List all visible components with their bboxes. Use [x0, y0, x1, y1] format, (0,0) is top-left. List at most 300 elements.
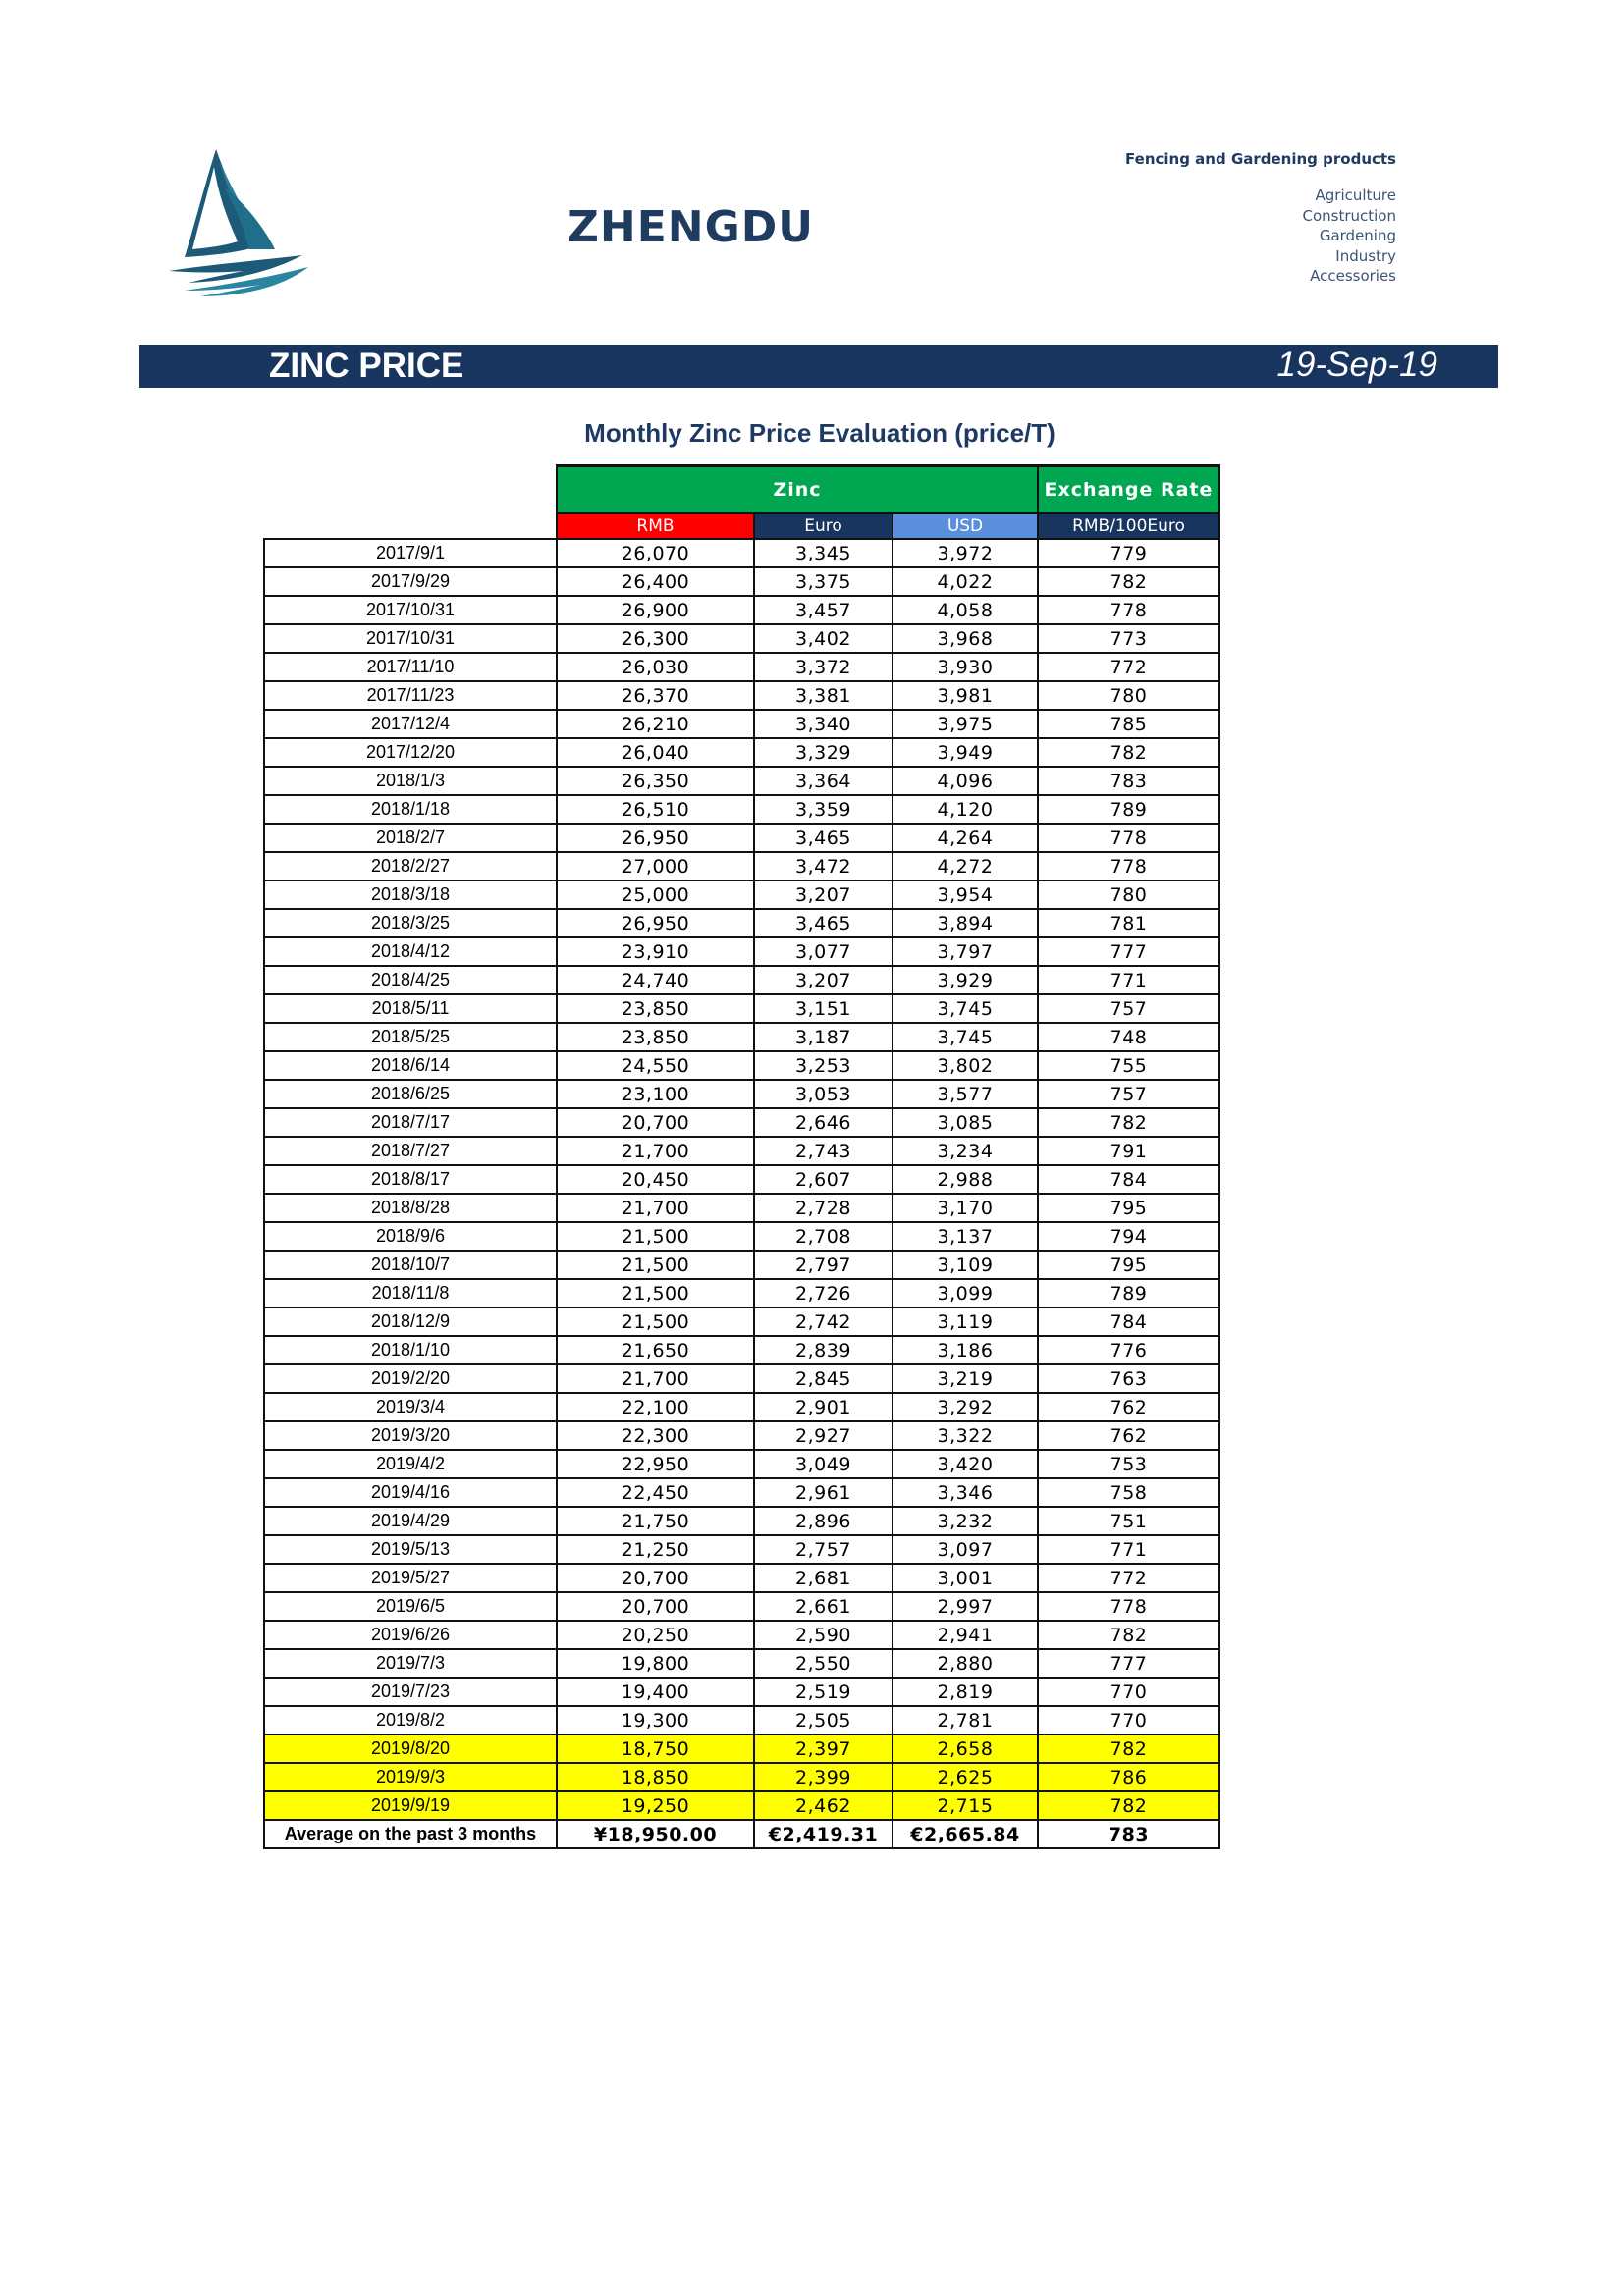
date-cell: 2019/4/16 — [264, 1478, 557, 1507]
usd-cell: 3,930 — [893, 653, 1038, 681]
usd-cell: 3,322 — [893, 1421, 1038, 1450]
euro-cell: 2,646 — [754, 1108, 893, 1137]
euro-cell: 2,661 — [754, 1592, 893, 1621]
rate-cell: 777 — [1038, 1649, 1219, 1678]
rmb-cell: 26,030 — [557, 653, 754, 681]
table-row — [264, 1393, 1219, 1421]
table-row — [264, 1137, 1219, 1165]
euro-cell: 2,681 — [754, 1564, 893, 1592]
euro-cell: 2,896 — [754, 1507, 893, 1535]
usd-cell: 4,022 — [893, 567, 1038, 596]
usd-cell: 3,975 — [893, 710, 1038, 738]
table-row — [264, 1251, 1219, 1279]
table-row — [264, 824, 1219, 852]
usd-cell: 3,109 — [893, 1251, 1038, 1279]
rmb-cell: 18,750 — [557, 1735, 754, 1763]
euro-cell: 2,743 — [754, 1137, 893, 1165]
date-cell: 2019/4/29 — [264, 1507, 557, 1535]
rate-cell: 755 — [1038, 1051, 1219, 1080]
rmb-cell: 21,700 — [557, 1364, 754, 1393]
date-cell: 2018/5/11 — [264, 994, 557, 1023]
rmb-cell: 21,700 — [557, 1194, 754, 1222]
rate-cell: 751 — [1038, 1507, 1219, 1535]
date-cell: 2019/9/3 — [264, 1763, 557, 1791]
euro-cell: 2,607 — [754, 1165, 893, 1194]
group-header-row — [264, 466, 1219, 514]
rmb-cell: 21,500 — [557, 1251, 754, 1279]
rate-cell: 772 — [1038, 1564, 1219, 1592]
table-row — [264, 567, 1219, 596]
euro-cell: 3,207 — [754, 881, 893, 909]
usd-cell: 3,170 — [893, 1194, 1038, 1222]
date-cell: 2019/4/2 — [264, 1450, 557, 1478]
table-row — [264, 909, 1219, 937]
rate-cell: 762 — [1038, 1393, 1219, 1421]
date-cell: 2018/3/25 — [264, 909, 557, 937]
table-row — [264, 1763, 1219, 1791]
rmb-cell: 26,040 — [557, 738, 754, 767]
average-rate: 783 — [1038, 1820, 1219, 1848]
euro-cell: 3,375 — [754, 567, 893, 596]
table-row — [264, 624, 1219, 653]
usd-cell: 2,988 — [893, 1165, 1038, 1194]
unit-header-row — [264, 513, 1219, 539]
rate-cell: 789 — [1038, 795, 1219, 824]
euro-cell: 2,590 — [754, 1621, 893, 1649]
usd-cell: 3,949 — [893, 738, 1038, 767]
usd-cell: 3,929 — [893, 966, 1038, 994]
euro-cell: 2,845 — [754, 1364, 893, 1393]
rmb-cell: 26,210 — [557, 710, 754, 738]
table-row — [264, 681, 1219, 710]
banner-title: ZINC PRICE — [269, 347, 464, 385]
rmb-cell: 19,300 — [557, 1706, 754, 1735]
date-cell: 2018/8/28 — [264, 1194, 557, 1222]
euro-cell: 3,372 — [754, 653, 893, 681]
rmb-cell: 26,900 — [557, 596, 754, 624]
euro-cell: 3,364 — [754, 767, 893, 795]
rate-cell: 782 — [1038, 567, 1219, 596]
date-cell: 2019/8/20 — [264, 1735, 557, 1763]
rmb-cell: 21,250 — [557, 1535, 754, 1564]
table-row — [264, 1051, 1219, 1080]
euro-cell: 3,457 — [754, 596, 893, 624]
usd-cell: 3,577 — [893, 1080, 1038, 1108]
rmb-cell: 22,450 — [557, 1478, 754, 1507]
table-row — [264, 1706, 1219, 1735]
euro-cell: 3,253 — [754, 1051, 893, 1080]
usd-column-header: USD — [893, 513, 1038, 539]
date-cell: 2018/7/27 — [264, 1137, 557, 1165]
title-banner — [139, 345, 1498, 388]
usd-cell: 3,186 — [893, 1336, 1038, 1364]
euro-cell: 2,399 — [754, 1763, 893, 1791]
date-cell: 2018/2/7 — [264, 824, 557, 852]
table-row — [264, 1165, 1219, 1194]
date-cell: 2017/10/31 — [264, 596, 557, 624]
rmb-cell: 26,350 — [557, 767, 754, 795]
rate-cell: 770 — [1038, 1678, 1219, 1706]
usd-cell: 2,997 — [893, 1592, 1038, 1621]
rate-cell: 784 — [1038, 1308, 1219, 1336]
table-row — [264, 852, 1219, 881]
usd-cell: 2,781 — [893, 1706, 1038, 1735]
table-row — [264, 1421, 1219, 1450]
rmb-cell: 23,100 — [557, 1080, 754, 1108]
table-row — [264, 1592, 1219, 1621]
date-cell: 2018/3/18 — [264, 881, 557, 909]
date-cell: 2018/4/25 — [264, 966, 557, 994]
table-row — [264, 795, 1219, 824]
rate-cell: 778 — [1038, 596, 1219, 624]
usd-cell: 3,802 — [893, 1051, 1038, 1080]
average-label: Average on the past 3 months — [264, 1820, 557, 1848]
usd-cell: 3,968 — [893, 624, 1038, 653]
date-cell: 2018/1/18 — [264, 795, 557, 824]
euro-cell: 3,187 — [754, 1023, 893, 1051]
euro-cell: 2,505 — [754, 1706, 893, 1735]
date-cell: 2017/11/23 — [264, 681, 557, 710]
rate-cell: 778 — [1038, 1592, 1219, 1621]
zinc-group-header: Zinc — [557, 466, 1038, 514]
date-cell: 2017/9/1 — [264, 539, 557, 567]
date-cell: 2018/7/17 — [264, 1108, 557, 1137]
rmb-cell: 26,950 — [557, 909, 754, 937]
table-row — [264, 767, 1219, 795]
rate-cell: 757 — [1038, 1080, 1219, 1108]
rmb-cell: 22,950 — [557, 1450, 754, 1478]
euro-cell: 3,151 — [754, 994, 893, 1023]
rmb-cell: 21,500 — [557, 1279, 754, 1308]
date-cell: 2019/9/19 — [264, 1791, 557, 1820]
rate-cell: 753 — [1038, 1450, 1219, 1478]
rmb-cell: 21,500 — [557, 1222, 754, 1251]
euro-cell: 3,077 — [754, 937, 893, 966]
rate-cell: 757 — [1038, 994, 1219, 1023]
brand-name: ZHENGDU — [568, 202, 814, 252]
rate-cell: 748 — [1038, 1023, 1219, 1051]
date-cell: 2019/3/4 — [264, 1393, 557, 1421]
euro-cell: 3,053 — [754, 1080, 893, 1108]
date-cell: 2019/8/2 — [264, 1706, 557, 1735]
usd-cell: 2,715 — [893, 1791, 1038, 1820]
rmb-cell: 22,100 — [557, 1393, 754, 1421]
table-row — [264, 1194, 1219, 1222]
average-row — [264, 1820, 1219, 1848]
usd-cell: 2,819 — [893, 1678, 1038, 1706]
euro-cell: 2,728 — [754, 1194, 893, 1222]
date-cell: 2018/4/12 — [264, 937, 557, 966]
rate-cell: 782 — [1038, 1735, 1219, 1763]
average-rmb: ¥18,950.00 — [557, 1820, 754, 1848]
date-cell: 2018/2/27 — [264, 852, 557, 881]
rate-cell: 758 — [1038, 1478, 1219, 1507]
table-row — [264, 738, 1219, 767]
rate-column-header: RMB/100Euro — [1038, 513, 1219, 539]
euro-cell: 2,839 — [754, 1336, 893, 1364]
rmb-cell: 21,700 — [557, 1137, 754, 1165]
rmb-column-header: RMB — [557, 513, 754, 539]
date-cell: 2018/11/8 — [264, 1279, 557, 1308]
usd-cell: 4,096 — [893, 767, 1038, 795]
date-cell: 2017/10/31 — [264, 624, 557, 653]
usd-cell: 3,001 — [893, 1564, 1038, 1592]
table-row — [264, 1791, 1219, 1820]
date-cell: 2018/12/9 — [264, 1308, 557, 1336]
usd-cell: 2,658 — [893, 1735, 1038, 1763]
table-row — [264, 1535, 1219, 1564]
date-cell: 2017/11/10 — [264, 653, 557, 681]
rmb-cell: 26,300 — [557, 624, 754, 653]
category-list — [1125, 186, 1396, 287]
rmb-cell: 26,070 — [557, 539, 754, 567]
usd-cell: 3,219 — [893, 1364, 1038, 1393]
company-info — [1125, 150, 1396, 287]
table-row — [264, 1308, 1219, 1336]
usd-cell: 3,119 — [893, 1308, 1038, 1336]
rmb-cell: 27,000 — [557, 852, 754, 881]
rate-cell: 791 — [1038, 1137, 1219, 1165]
table-row — [264, 1080, 1219, 1108]
rmb-cell: 20,250 — [557, 1621, 754, 1649]
table-row — [264, 1450, 1219, 1478]
table-row — [264, 966, 1219, 994]
euro-cell: 2,961 — [754, 1478, 893, 1507]
rate-cell: 782 — [1038, 1621, 1219, 1649]
usd-cell: 3,232 — [893, 1507, 1038, 1535]
euro-cell: 3,359 — [754, 795, 893, 824]
rmb-cell: 21,500 — [557, 1308, 754, 1336]
rmb-cell: 23,910 — [557, 937, 754, 966]
euro-cell: 2,519 — [754, 1678, 893, 1706]
category-item: Gardening — [1319, 227, 1396, 244]
usd-cell: 4,264 — [893, 824, 1038, 852]
rmb-cell: 26,370 — [557, 681, 754, 710]
rmb-cell: 20,700 — [557, 1564, 754, 1592]
rate-cell: 771 — [1038, 1535, 1219, 1564]
euro-cell: 3,345 — [754, 539, 893, 567]
category-item: Construction — [1302, 206, 1396, 225]
rmb-cell: 20,450 — [557, 1165, 754, 1194]
euro-cell: 2,726 — [754, 1279, 893, 1308]
rate-cell: 789 — [1038, 1279, 1219, 1308]
rate-cell: 771 — [1038, 966, 1219, 994]
table-row — [264, 1735, 1219, 1763]
date-cell: 2018/9/6 — [264, 1222, 557, 1251]
rate-cell: 782 — [1038, 738, 1219, 767]
euro-cell: 3,465 — [754, 909, 893, 937]
table-row — [264, 539, 1219, 567]
table-row — [264, 1222, 1219, 1251]
euro-cell: 2,797 — [754, 1251, 893, 1279]
sailboat-logo-icon — [165, 147, 312, 304]
rate-cell: 776 — [1038, 1336, 1219, 1364]
table-row — [264, 1023, 1219, 1051]
usd-cell: 3,797 — [893, 937, 1038, 966]
table-row — [264, 994, 1219, 1023]
euro-cell: 3,465 — [754, 824, 893, 852]
usd-cell: 3,099 — [893, 1279, 1038, 1308]
zinc-price-table — [263, 464, 1220, 1849]
usd-cell: 4,272 — [893, 852, 1038, 881]
date-cell: 2019/2/20 — [264, 1364, 557, 1393]
average-euro: €2,419.31 — [754, 1820, 893, 1848]
table-row — [264, 710, 1219, 738]
rmb-cell: 24,740 — [557, 966, 754, 994]
usd-cell: 4,120 — [893, 795, 1038, 824]
date-cell: 2019/6/26 — [264, 1621, 557, 1649]
category-item: Agriculture — [1315, 187, 1396, 204]
blank-cell — [264, 466, 557, 514]
rmb-cell: 19,800 — [557, 1649, 754, 1678]
table-row — [264, 1108, 1219, 1137]
euro-cell: 2,462 — [754, 1791, 893, 1820]
rmb-cell: 18,850 — [557, 1763, 754, 1791]
rate-cell: 785 — [1038, 710, 1219, 738]
usd-cell: 3,097 — [893, 1535, 1038, 1564]
rate-cell: 794 — [1038, 1222, 1219, 1251]
table-row — [264, 1478, 1219, 1507]
table-row — [264, 1678, 1219, 1706]
table-title: Monthly Zinc Price Evaluation (price/T) — [584, 418, 1056, 448]
rmb-cell: 24,550 — [557, 1051, 754, 1080]
euro-cell: 2,708 — [754, 1222, 893, 1251]
date-cell: 2018/1/3 — [264, 767, 557, 795]
rmb-cell: 19,250 — [557, 1791, 754, 1820]
rate-cell: 795 — [1038, 1194, 1219, 1222]
euro-cell: 2,901 — [754, 1393, 893, 1421]
date-cell: 2019/5/27 — [264, 1564, 557, 1592]
average-usd: €2,665.84 — [893, 1820, 1038, 1848]
date-cell: 2019/7/23 — [264, 1678, 557, 1706]
rate-cell: 762 — [1038, 1421, 1219, 1450]
rmb-cell: 26,510 — [557, 795, 754, 824]
table-row — [264, 937, 1219, 966]
table-row — [264, 1649, 1219, 1678]
date-cell: 2019/3/20 — [264, 1421, 557, 1450]
usd-cell: 3,745 — [893, 1023, 1038, 1051]
usd-cell: 4,058 — [893, 596, 1038, 624]
euro-cell: 3,340 — [754, 710, 893, 738]
euro-cell: 3,329 — [754, 738, 893, 767]
euro-cell: 2,927 — [754, 1421, 893, 1450]
rmb-cell: 20,700 — [557, 1108, 754, 1137]
rate-cell: 783 — [1038, 767, 1219, 795]
table-row — [264, 1621, 1219, 1649]
date-cell: 2019/6/5 — [264, 1592, 557, 1621]
date-cell: 2017/9/29 — [264, 567, 557, 596]
rmb-cell: 26,400 — [557, 567, 754, 596]
usd-cell: 3,954 — [893, 881, 1038, 909]
rmb-cell: 21,750 — [557, 1507, 754, 1535]
rate-cell: 795 — [1038, 1251, 1219, 1279]
exchange-rate-group-header: Exchange Rate — [1038, 466, 1219, 514]
table-row — [264, 1507, 1219, 1535]
date-cell: 2018/6/25 — [264, 1080, 557, 1108]
rmb-cell: 26,950 — [557, 824, 754, 852]
rate-cell: 777 — [1038, 937, 1219, 966]
euro-cell: 3,381 — [754, 681, 893, 710]
euro-cell: 3,472 — [754, 852, 893, 881]
category-item: Industry — [1335, 246, 1396, 265]
date-cell: 2019/5/13 — [264, 1535, 557, 1564]
rate-cell: 778 — [1038, 852, 1219, 881]
table-row — [264, 653, 1219, 681]
usd-cell: 3,972 — [893, 539, 1038, 567]
usd-cell: 2,880 — [893, 1649, 1038, 1678]
rate-cell: 778 — [1038, 824, 1219, 852]
rate-cell: 763 — [1038, 1364, 1219, 1393]
banner-date: 19-Sep-19 — [1276, 346, 1437, 384]
rate-cell: 782 — [1038, 1791, 1219, 1820]
euro-column-header: Euro — [754, 513, 893, 539]
date-cell: 2018/5/25 — [264, 1023, 557, 1051]
rate-cell: 780 — [1038, 881, 1219, 909]
usd-cell: 3,981 — [893, 681, 1038, 710]
euro-cell: 3,402 — [754, 624, 893, 653]
table-row — [264, 1336, 1219, 1364]
usd-cell: 3,894 — [893, 909, 1038, 937]
euro-cell: 2,397 — [754, 1735, 893, 1763]
rate-cell: 773 — [1038, 624, 1219, 653]
blank-cell — [264, 513, 557, 539]
date-cell: 2018/10/7 — [264, 1251, 557, 1279]
rmb-cell: 23,850 — [557, 1023, 754, 1051]
rmb-cell: 23,850 — [557, 994, 754, 1023]
table-row — [264, 1364, 1219, 1393]
rate-cell: 786 — [1038, 1763, 1219, 1791]
usd-cell: 3,420 — [893, 1450, 1038, 1478]
euro-cell: 2,550 — [754, 1649, 893, 1678]
usd-cell: 3,292 — [893, 1393, 1038, 1421]
rate-cell: 772 — [1038, 653, 1219, 681]
usd-cell: 3,346 — [893, 1478, 1038, 1507]
euro-cell: 2,742 — [754, 1308, 893, 1336]
company-tagline: Fencing and Gardening products — [1125, 150, 1396, 168]
date-cell: 2018/6/14 — [264, 1051, 557, 1080]
rmb-cell: 22,300 — [557, 1421, 754, 1450]
date-cell: 2019/7/3 — [264, 1649, 557, 1678]
usd-cell: 3,745 — [893, 994, 1038, 1023]
usd-cell: 2,625 — [893, 1763, 1038, 1791]
usd-cell: 3,234 — [893, 1137, 1038, 1165]
date-cell: 2018/1/10 — [264, 1336, 557, 1364]
rate-cell: 782 — [1038, 1108, 1219, 1137]
rate-cell: 781 — [1038, 909, 1219, 937]
date-cell: 2017/12/20 — [264, 738, 557, 767]
rate-cell: 779 — [1038, 539, 1219, 567]
usd-cell: 3,085 — [893, 1108, 1038, 1137]
table-row — [264, 881, 1219, 909]
rate-cell: 780 — [1038, 681, 1219, 710]
euro-cell: 3,207 — [754, 966, 893, 994]
usd-cell: 2,941 — [893, 1621, 1038, 1649]
date-cell: 2017/12/4 — [264, 710, 557, 738]
table-row — [264, 1564, 1219, 1592]
rate-cell: 784 — [1038, 1165, 1219, 1194]
usd-cell: 3,137 — [893, 1222, 1038, 1251]
table-row — [264, 596, 1219, 624]
rmb-cell: 21,650 — [557, 1336, 754, 1364]
rate-cell: 770 — [1038, 1706, 1219, 1735]
table-row — [264, 1279, 1219, 1308]
euro-cell: 3,049 — [754, 1450, 893, 1478]
rmb-cell: 19,400 — [557, 1678, 754, 1706]
date-cell: 2018/8/17 — [264, 1165, 557, 1194]
euro-cell: 2,757 — [754, 1535, 893, 1564]
rmb-cell: 25,000 — [557, 881, 754, 909]
rmb-cell: 20,700 — [557, 1592, 754, 1621]
